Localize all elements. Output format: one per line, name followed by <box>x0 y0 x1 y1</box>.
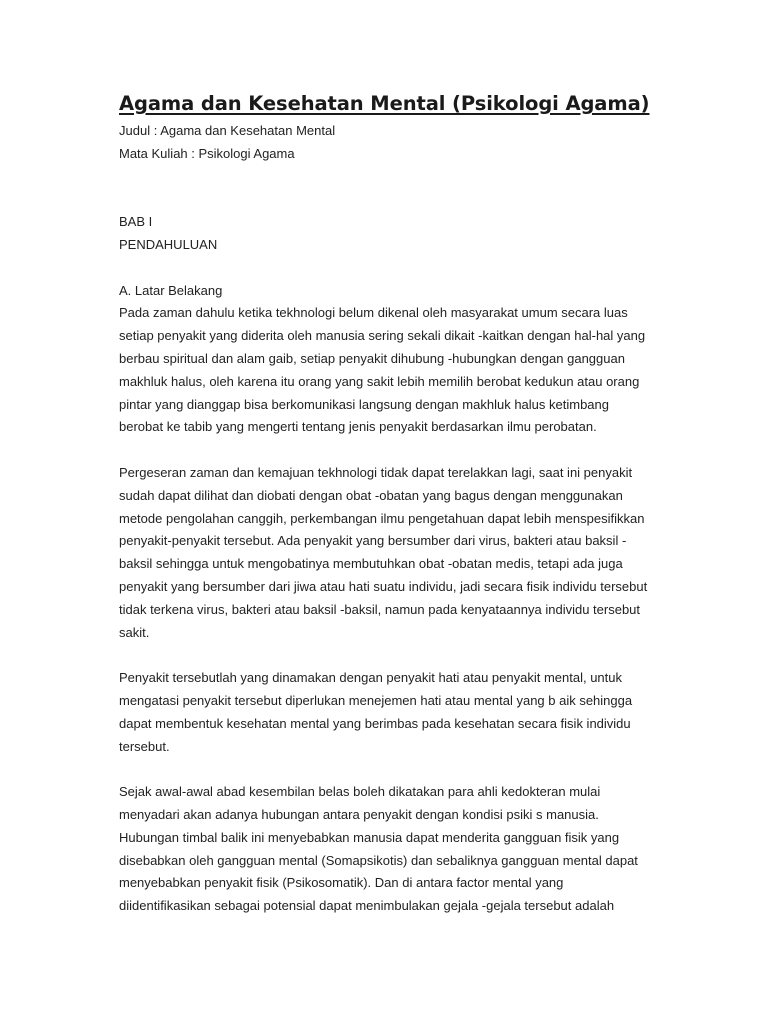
chapter-name: PENDAHULUAN <box>119 236 218 252</box>
paragraph-line: menyebabkan penyakit fisik (Psikosomatik). Dan di antara factor mental yang <box>119 875 564 891</box>
spacer <box>119 257 639 280</box>
paragraph-line: Sejak awal-awal abad kesembilan belas boleh dikatakan para ahli kedokteran mulai <box>119 784 601 800</box>
document-page <box>119 88 650 918</box>
spacer <box>119 644 639 667</box>
meta-judul: Judul : Agama dan Kesehatan Mental <box>119 123 336 138</box>
paragraph-line: tersebut. <box>119 738 170 754</box>
paragraph-line: tidak terkena virus, bakteri atau baksil -baksil, namun pada kenyataannya individu tersebut <box>119 601 641 617</box>
paragraph-line: berbau spiritual dan alam gaib, setiap penyakit dihubung -hubungkan dengan gangguan <box>119 350 625 366</box>
paragraph-2 <box>119 462 648 644</box>
paragraph-line: berobat ke tabib yang mengerti tentang jenis penyakit berdasarkan ilmu perobatan. <box>119 419 597 435</box>
paragraph-line: sakit. <box>119 624 150 640</box>
paragraph-line: pintar yang dianggap bisa berkomunikasi langsung dengan makhluk halus ketimbang <box>119 396 609 412</box>
paragraph-line: penyakit-penyakit tersebut. Ada penyakit yang bersumber dari virus, bakteri atau baksil - <box>119 533 627 549</box>
meta-mata-kuliah: Mata Kuliah : Psikologi Agama <box>119 145 295 161</box>
paragraph-line: penyakit yang bersumber dari jiwa atau hati suatu individu, jadi secara fisik individu tersebut <box>119 578 648 594</box>
paragraph-line: setiap penyakit yang diderita oleh manusia sering sekali dikait -kaitkan dengan hal-hal yang <box>119 328 646 344</box>
spacer <box>119 758 639 781</box>
paragraph-line: baksil sehingga untuk mengobatinya membutuhkan obat -obatan medis, tetapi ada juga <box>119 556 623 572</box>
spacer <box>119 166 639 212</box>
document-title: Agama dan Kesehatan Mental (Psikologi Agama) <box>119 92 650 115</box>
paragraph-line: Pada zaman dahulu ketika tekhnologi belum dikenal oleh masyarakat umum secara luas <box>119 305 628 321</box>
spacer <box>119 439 639 462</box>
paragraph-line: metode pengolahan canggih, perkembangan ilmu pengetahuan dapat lebih menspesifikkan <box>119 510 645 526</box>
chapter-number: BAB I <box>119 214 153 230</box>
paragraph-4 <box>119 781 639 918</box>
section-heading: A. Latar Belakang <box>119 282 223 298</box>
paragraph-line: menyadari akan adanya hubungan antara penyakit dengan kondisi psiki s manusia. <box>119 806 599 822</box>
paragraph-line: diidentifikasikan sebagai potensial dapat menimbulakan gejala -gejala tersebut adalah <box>119 898 615 914</box>
paragraph-line: makhluk halus, oleh karena itu orang yang sakit lebih memilih berobat kedukun atau orang <box>119 373 640 389</box>
paragraph-line: mengatasi penyakit tersebut diperlukan menejemen hati atau mental yang b aik sehingga <box>119 692 633 708</box>
paragraph-1 <box>119 302 646 439</box>
paragraph-line: Pergeseran zaman dan kemajuan tekhnologi tidak dapat terelakkan lagi, saat ini penyakit <box>119 464 633 480</box>
paragraph-line: Hubungan timbal balik ini menyebabkan manusia dapat menderita gangguan fisik yang <box>119 829 620 845</box>
paragraph-line: dapat membentuk kesehatan mental yang berimbas pada kesehatan secara fisik individu <box>119 715 631 731</box>
paragraph-line: disebabkan oleh gangguan mental (Somapsikotis) dan sebaliknya gangguan mental dapat <box>119 852 638 868</box>
paragraph-3 <box>119 667 639 758</box>
paragraph-line: Penyakit tersebutlah yang dinamakan dengan penyakit hati atau penyakit mental, untuk <box>119 670 623 686</box>
paragraph-line: sudah dapat dilihat dan diobati dengan obat -obatan yang bagus dengan menggunakan <box>119 487 623 503</box>
